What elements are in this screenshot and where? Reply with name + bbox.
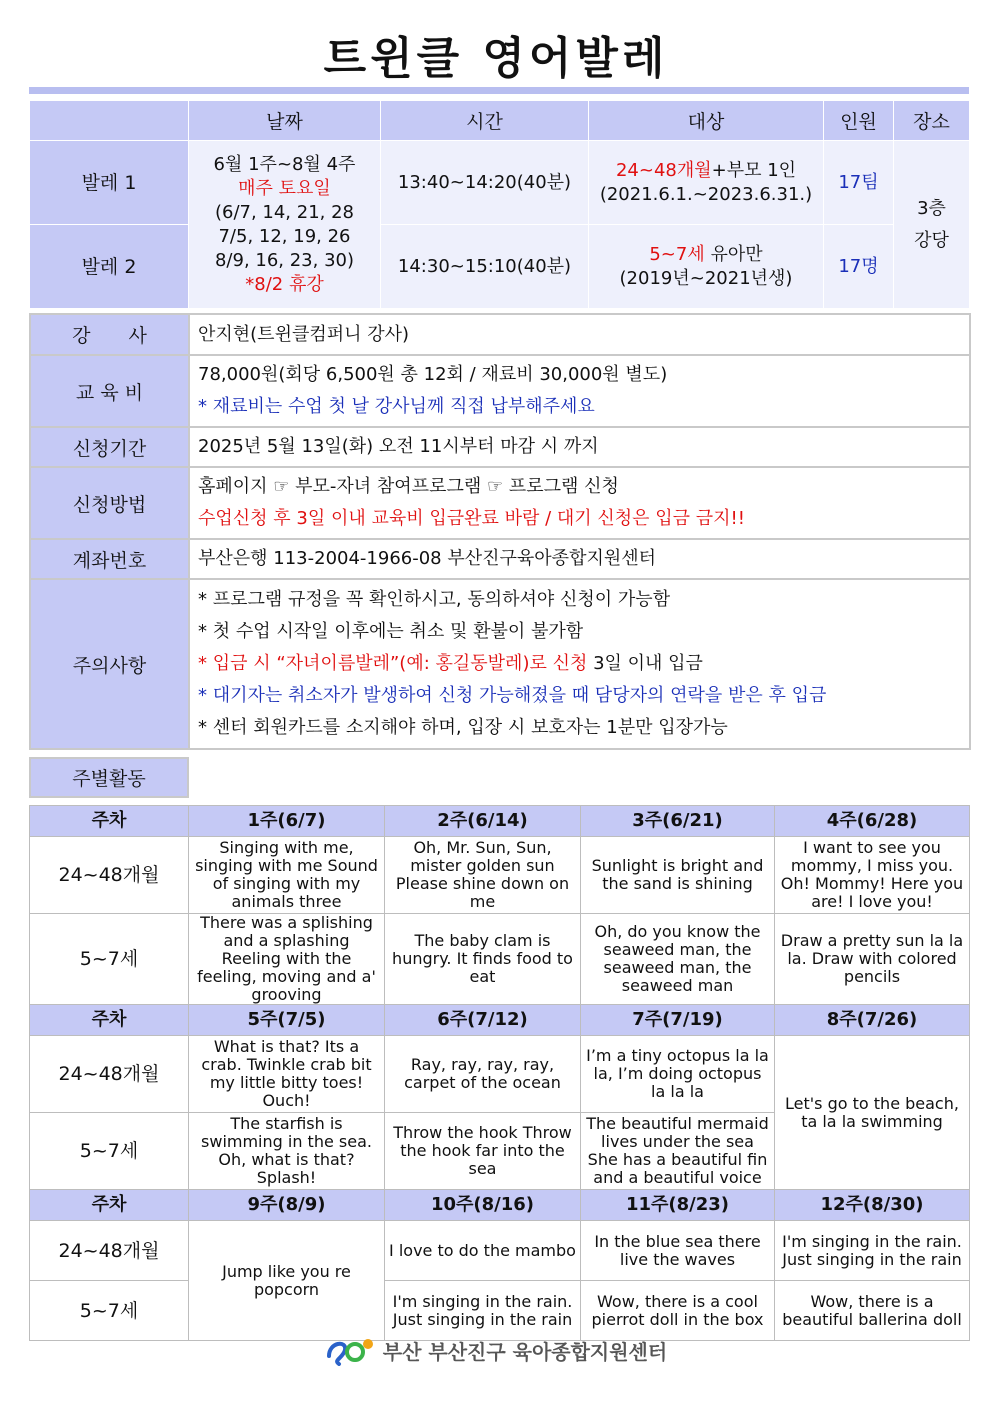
schedule-header-place: 장소 — [894, 101, 970, 141]
title-underline — [29, 87, 969, 94]
date-line: 8/9, 16, 23, 30) — [214, 249, 355, 271]
date-line: (6/7, 14, 21, 28 — [214, 201, 355, 223]
table-row — [30, 1281, 970, 1341]
song-cell-merged: Jump like you re popcorn — [189, 1221, 385, 1341]
schedule-time: 13:40~14:20(40분) — [381, 141, 589, 225]
info-value: 안지현(트윈클컴퍼니 강사) — [189, 314, 970, 355]
info-value: 2025년 5월 13일(화) 오전 11시부터 마감 시 까지 — [189, 427, 970, 467]
method-note: 수업신청 후 3일 이내 교육비 입금완료 바람 / 대기 신청은 입금 금지!! — [198, 508, 745, 529]
date-line: 7/5, 12, 19, 26 — [218, 225, 351, 247]
target-age: 24~48개월 — [615, 159, 712, 181]
center-logo-icon — [325, 1334, 375, 1366]
song-cell: Oh, Mr. Sun, Sun, mister golden sun Please shine down on me — [385, 837, 581, 914]
target-extra: 유아만 — [704, 243, 763, 265]
info-table — [29, 313, 971, 750]
schedule-header-count: 인원 — [824, 101, 894, 141]
schedule-row-name: 발레 1 — [30, 141, 189, 225]
schedule-target — [589, 141, 824, 225]
week-title: 6주(7/12) — [385, 1005, 581, 1036]
week-title: 5주(7/5) — [189, 1005, 385, 1036]
group-label: 5~7세 — [30, 914, 189, 1005]
fee-note: * 재료비는 수업 첫 날 강사님께 직접 납부해주세요 — [198, 396, 595, 417]
schedule-header-date: 날짜 — [189, 101, 381, 141]
footer — [0, 1334, 992, 1366]
notice-line — [198, 648, 969, 680]
week-title: 3주(6/21) — [581, 806, 775, 837]
notice-line-red: * 입금 시 “자녀이름발레”(예: 홍길동발레)로 신청 — [198, 653, 588, 674]
place-line: 강당 — [914, 229, 949, 251]
song-cell: Ray, ray, ray, ray, carpet of the ocean — [385, 1036, 581, 1113]
info-row-period — [30, 427, 970, 467]
song-cell: What is that? Its a crab. Twinkle crab bit my little bitty toes! Ouch! — [189, 1036, 385, 1113]
info-label: 계좌번호 — [30, 539, 189, 579]
info-label: 신청방법 — [30, 467, 189, 539]
info-value — [189, 467, 970, 539]
week-title: 4주(6/28) — [775, 806, 970, 837]
week-label: 주차 — [30, 806, 189, 837]
schedule-header-target: 대상 — [589, 101, 824, 141]
info-row-fee — [30, 355, 970, 427]
info-label: 강 사 — [30, 314, 189, 355]
song-cell: The starfish is swimming in the sea. Oh, what is that? Splash! — [189, 1113, 385, 1190]
place-line: 3층 — [917, 197, 946, 219]
table-row — [30, 837, 970, 914]
week-title: 10주(8/16) — [385, 1190, 581, 1221]
song-cell: The baby clam is hungry. It finds food to eat — [385, 914, 581, 1005]
date-line-weekday: 매주 토요일 — [238, 177, 331, 199]
info-value — [189, 579, 970, 749]
fee-value: 78,000원(회당 6,500원 총 12회 / 재료비 30,000원 별도) — [198, 364, 668, 385]
target-birth-range: (2019년~2021년생) — [619, 267, 793, 289]
footer-org-name: 부산 부산진구 육아종합지원센터 — [382, 1339, 668, 1364]
song-cell: Sunlight is bright and the sand is shining — [581, 837, 775, 914]
song-cell: The beautiful mermaid lives under the sea She has a beautiful fin and a beautiful voice — [581, 1113, 775, 1190]
notice-line: * 첫 수업 시작일 이후에는 취소 및 환불이 불가함 — [198, 621, 584, 642]
info-row-instructor — [30, 314, 970, 355]
song-cell: Throw the hook Throw the hook far into the sea — [385, 1113, 581, 1190]
group-label: 24~48개월 — [30, 1036, 189, 1113]
info-value — [189, 355, 970, 427]
group-label: 5~7세 — [30, 1281, 189, 1341]
schedule-count: 17명 — [824, 225, 894, 309]
info-row-method — [30, 467, 970, 539]
schedule-row-ballet1 — [30, 141, 970, 225]
method-value: 홈페이지 ☞ 부모-자녀 참여프로그램 ☞ 프로그램 신청 — [198, 476, 619, 497]
week-title: 8주(7/26) — [775, 1005, 970, 1036]
notice-line: * 대기자는 취소자가 발생하여 신청 가능해졌을 때 담당자의 연락을 받은 후 입금 — [198, 685, 827, 706]
song-cell: Draw a pretty sun la la la. Draw with colored pencils — [775, 914, 970, 1005]
song-cell: I love to do the mambo — [385, 1221, 581, 1281]
week-header-row — [30, 1190, 970, 1221]
target-birth-range: (2021.6.1.~2023.6.31.) — [599, 183, 813, 205]
weekly-activity-tag: 주별활동 — [29, 757, 189, 798]
song-cell: Singing with me, singing with me Sound of singing with my animals three — [189, 837, 385, 914]
week-label: 주차 — [30, 1005, 189, 1036]
schedule-target — [589, 225, 824, 309]
date-line-holiday: *8/2 휴강 — [245, 273, 324, 295]
target-extra: +부모 1인 — [711, 159, 797, 181]
info-label: 주의사항 — [30, 579, 189, 749]
schedule-header-row — [30, 101, 970, 141]
notice-line-rest: 3일 이내 입금 — [587, 653, 703, 674]
weekly-table — [29, 805, 970, 1341]
song-cell-merged: Let's go to the beach, ta la la swimming — [775, 1036, 970, 1190]
group-label: 24~48개월 — [30, 1221, 189, 1281]
week-title: 12주(8/30) — [775, 1190, 970, 1221]
schedule-place — [894, 141, 970, 309]
song-cell: I want to see you mommy, I miss you. Oh! Mommy! Here you are! I love you! — [775, 837, 970, 914]
song-cell: In the blue sea there live the waves — [581, 1221, 775, 1281]
week-title: 7주(7/19) — [581, 1005, 775, 1036]
info-row-account — [30, 539, 970, 579]
schedule-row-ballet2 — [30, 225, 970, 309]
week-header-row — [30, 806, 970, 837]
notice-line: * 프로그램 규정을 꼭 확인하시고, 동의하셔야 신청이 가능함 — [198, 589, 671, 610]
week-title: 1주(6/7) — [189, 806, 385, 837]
info-label: 교 육 비 — [30, 355, 189, 427]
schedule-row-name: 발레 2 — [30, 225, 189, 309]
week-header-row — [30, 1005, 970, 1036]
schedule-count: 17팀 — [824, 141, 894, 225]
schedule-header-blank — [30, 101, 189, 141]
week-title: 9주(8/9) — [189, 1190, 385, 1221]
page-title: 트윈클 영어발레 — [323, 33, 669, 84]
schedule-table — [29, 100, 970, 309]
week-title: 11주(8/23) — [581, 1190, 775, 1221]
song-cell: Oh, do you know the seaweed man, the seaweed man, the seaweed man — [581, 914, 775, 1005]
info-label: 신청기간 — [30, 427, 189, 467]
schedule-date-cell — [189, 141, 381, 309]
table-row — [30, 1221, 970, 1281]
song-cell: Wow, there is a beautiful ballerina doll — [775, 1281, 970, 1341]
song-cell: Wow, there is a cool pierrot doll in the box — [581, 1281, 775, 1341]
song-cell: I’m a tiny octopus la la la, I’m doing octopus la la la — [581, 1036, 775, 1113]
week-title: 2주(6/14) — [385, 806, 581, 837]
info-value: 부산은행 113-2004-1966-08 부산진구육아종합지원센터 — [189, 539, 970, 579]
week-label: 주차 — [30, 1190, 189, 1221]
notice-line: * 센터 회원카드를 소지해야 하며, 입장 시 보호자는 1분만 입장가능 — [198, 717, 728, 738]
song-cell: I'm singing in the rain. Just singing in the rain — [385, 1281, 581, 1341]
schedule-time: 14:30~15:10(40분) — [381, 225, 589, 309]
target-age: 5~7세 — [649, 243, 705, 265]
info-row-notice — [30, 579, 970, 749]
table-row — [30, 914, 970, 1005]
date-line: 6월 1주~8월 4주 — [213, 153, 356, 175]
schedule-header-time: 시간 — [381, 101, 589, 141]
table-row — [30, 1036, 970, 1113]
group-label: 24~48개월 — [30, 837, 189, 914]
group-label: 5~7세 — [30, 1113, 189, 1190]
song-cell: I'm singing in the rain. Just singing in the rain — [775, 1221, 970, 1281]
song-cell: There was a splishing and a splashing Reeling with the feeling, moving and a' grooving — [189, 914, 385, 1005]
